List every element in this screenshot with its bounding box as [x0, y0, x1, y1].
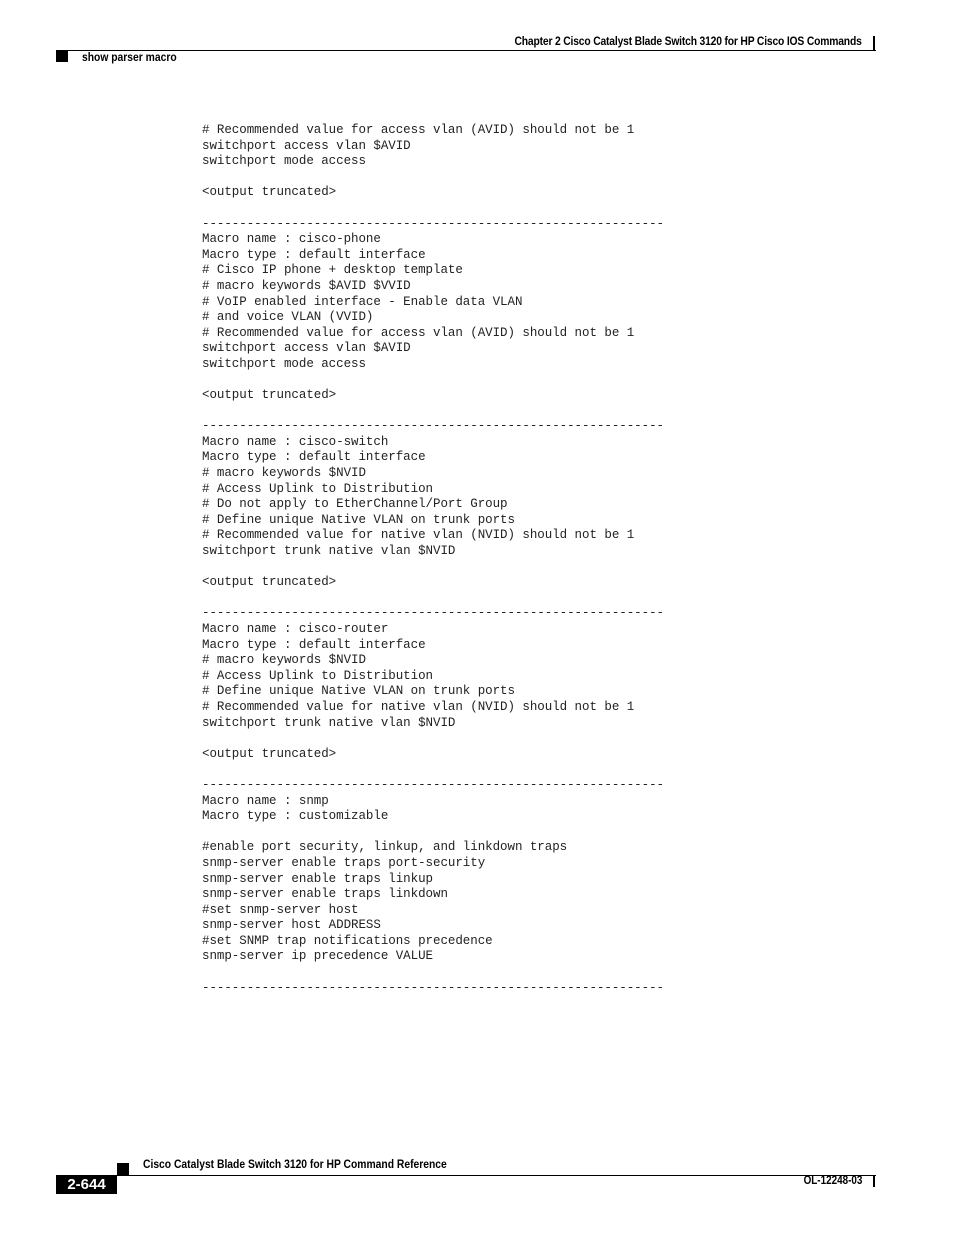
code-line: #set SNMP trap notifications precedence [202, 933, 493, 948]
code-line: <output truncated> [202, 746, 337, 761]
code-line: switchport trunk native vlan $NVID [202, 544, 456, 559]
document-id: OL-12248-03 [803, 1175, 862, 1187]
code-line: Macro name : snmp [202, 793, 329, 808]
code-line: # Recommended value for access vlan (AVID) should not be 1 [202, 123, 635, 137]
code-line: Macro type : default interface [202, 637, 426, 652]
code-line: # Access Uplink to Distribution [202, 481, 433, 496]
code-line: switchport mode access [202, 356, 366, 371]
header-marker-box [56, 51, 68, 62]
code-line: -------------------------------------------------------------- [202, 606, 664, 621]
code-line: switchport mode access [202, 154, 366, 169]
header-rule [56, 50, 876, 51]
code-line: snmp-server enable traps port-security [202, 855, 486, 870]
code-line: # Access Uplink to Distribution [202, 668, 433, 683]
code-line: # Do not apply to EtherChannel/Port Group [202, 497, 508, 512]
code-line: # and voice VLAN (VVID) [202, 310, 374, 325]
chapter-header-title: Chapter 2 Cisco Catalyst Blade Switch 3120 for HP Cisco IOS Commands [514, 34, 862, 48]
code-example [202, 123, 664, 996]
header-tick [873, 36, 875, 50]
footer-marker-box [117, 1163, 129, 1175]
code-line: switchport access vlan $AVID [202, 341, 411, 356]
code-line: # Recommended value for native vlan (NVID) should not be 1 [202, 699, 635, 714]
code-line: # macro keywords $NVID [202, 653, 366, 668]
code-line: <output truncated> [202, 388, 337, 403]
code-line: <output truncated> [202, 575, 337, 590]
code-line: snmp-server ip precedence VALUE [202, 949, 433, 964]
code-line: Macro type : default interface [202, 450, 426, 465]
code-line: snmp-server enable traps linkup [202, 871, 433, 886]
footer-book-title: Cisco Catalyst Blade Switch 3120 for HP Command Reference [143, 1157, 447, 1171]
code-line: # Recommended value for access vlan (AVID) should not be 1 [202, 325, 635, 340]
code-line: #enable port security, linkup, and linkdown traps [202, 840, 568, 855]
code-line: # VoIP enabled interface - Enable data VLAN [202, 294, 523, 309]
code-line: switchport trunk native vlan $NVID [202, 715, 456, 730]
code-line: # macro keywords $NVID [202, 466, 366, 481]
code-line: Macro name : cisco-switch [202, 434, 389, 449]
page-number: 2-644 [56, 1175, 117, 1194]
code-line: <output truncated> [202, 185, 337, 200]
code-line: -------------------------------------------------------------- [202, 980, 664, 995]
footer-rule [117, 1175, 876, 1176]
code-line: -------------------------------------------------------------- [202, 419, 664, 434]
section-header-title: show parser macro [82, 50, 177, 64]
code-line: Macro type : default interface [202, 247, 426, 262]
code-line: # Cisco IP phone + desktop template [202, 263, 463, 278]
code-line: switchport access vlan $AVID [202, 138, 411, 153]
code-line: snmp-server enable traps linkdown [202, 887, 448, 902]
code-line: -------------------------------------------------------------- [202, 216, 664, 231]
code-line: # Define unique Native VLAN on trunk ports [202, 512, 515, 527]
code-line: Macro type : customizable [202, 809, 389, 824]
code-line: -------------------------------------------------------------- [202, 777, 664, 792]
code-line: # Recommended value for native vlan (NVID) should not be 1 [202, 528, 635, 543]
code-line: # Define unique Native VLAN on trunk ports [202, 684, 515, 699]
footer-tick [873, 1175, 875, 1187]
code-line: Macro name : cisco-router [202, 622, 389, 636]
code-line: Macro name : cisco-phone [202, 232, 381, 247]
code-line: #set snmp-server host [202, 902, 359, 917]
code-line: # macro keywords $AVID $VVID [202, 278, 411, 293]
code-line: snmp-server host ADDRESS [202, 918, 381, 933]
